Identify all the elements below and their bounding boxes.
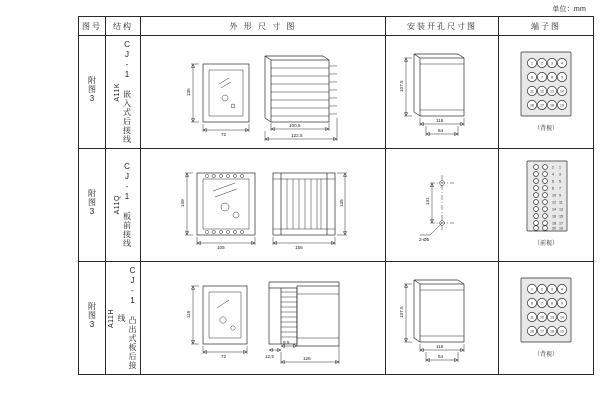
- terminal-number: 17: [540, 329, 544, 334]
- terminal-view-note: （背视）: [533, 126, 559, 132]
- dim-width: 72: [221, 132, 227, 137]
- terminal-number: 1: [531, 287, 533, 292]
- terminal-number: 2: [541, 61, 543, 66]
- terminal-number: 3: [551, 287, 553, 292]
- header-mounting-cutout: 安装开孔尺寸图: [386, 17, 499, 36]
- terminal-number: 6: [552, 179, 554, 184]
- mounting-cutout-drawing: [386, 149, 498, 261]
- terminal-number: 15: [559, 214, 563, 219]
- terminal-number: 19: [559, 226, 563, 231]
- dim-total-depth: 126: [303, 356, 311, 361]
- terminal-number: 2: [541, 287, 543, 292]
- specification-table: [78, 16, 594, 375]
- dim-height: 135: [186, 88, 191, 96]
- cell-drawing-no: [79, 262, 106, 375]
- cell-outline-drawing: [141, 36, 386, 149]
- dim-side-height: 135: [339, 199, 344, 207]
- table-header-row: [79, 17, 594, 36]
- terminal-number: 13: [550, 89, 554, 94]
- terminal-view-note: （背视）: [533, 352, 559, 358]
- dim-cutout-width: 116: [436, 344, 444, 349]
- terminal-number: 7: [541, 301, 543, 306]
- terminal-number: 4: [552, 172, 554, 177]
- dim-cutout-inner: 64: [438, 128, 444, 133]
- outline-drawing-rear-flush: [141, 36, 385, 148]
- terminal-number: 7: [559, 186, 561, 191]
- drawing-no-label: 附图3: [87, 301, 97, 330]
- cell-terminal-diagram: [499, 149, 594, 262]
- unit-note: 单位：mm: [552, 6, 586, 13]
- terminal-number: 4: [561, 287, 563, 292]
- dim-fin: 9.5: [283, 340, 290, 345]
- terminal-number: 18: [552, 221, 556, 226]
- dim-flange: 12.5: [265, 354, 274, 359]
- terminal-number: 4: [561, 61, 563, 66]
- structure-name-label: CJ-1 板前接线: [122, 162, 132, 248]
- cell-terminal-diagram: [499, 36, 594, 149]
- terminal-number: 5: [559, 179, 561, 184]
- terminal-number: 19: [560, 329, 564, 334]
- terminal-number: 11: [559, 200, 563, 205]
- terminal-number: 17: [540, 103, 544, 108]
- structure-name-label: CJ-1 嵌入式后接线: [122, 40, 132, 144]
- mounting-cutout-drawing: [386, 262, 498, 374]
- terminal-number: 16: [530, 329, 534, 334]
- terminal-number: 12: [540, 89, 544, 94]
- terminal-number: 20: [552, 226, 556, 231]
- mounting-cutout-drawing: [386, 36, 498, 148]
- terminal-number: 8: [552, 186, 554, 191]
- terminal-number: 9: [559, 193, 561, 198]
- terminal-number: 13: [550, 315, 554, 320]
- terminal-number: 2: [552, 165, 554, 170]
- terminal-number: 8: [551, 75, 553, 80]
- terminal-diagram-rear: [499, 36, 593, 148]
- terminal-number: 14: [552, 207, 556, 212]
- terminal-view-note: （前视）: [533, 241, 559, 247]
- dim-cutout-inner: 64: [438, 354, 444, 359]
- dim-depth: 156: [295, 245, 303, 250]
- dim-cutout-width: 116: [436, 118, 444, 123]
- structure-code-label: A11Q: [113, 195, 121, 215]
- cell-mounting-cutout: [386, 36, 499, 149]
- cell-drawing-no: [79, 149, 106, 262]
- cell-outline-drawing: [141, 149, 386, 262]
- terminal-number: 10: [552, 193, 556, 198]
- cell-structure: [106, 262, 141, 375]
- terminal-number: 8: [551, 301, 553, 306]
- terminal-number: 1: [559, 165, 561, 170]
- cell-drawing-no: [79, 36, 106, 149]
- terminal-number: 13: [559, 207, 563, 212]
- terminal-number: 9: [561, 301, 563, 306]
- dim-width: 105: [217, 245, 225, 250]
- terminal-diagram-rear: [499, 262, 593, 374]
- terminal-number: 9: [561, 75, 563, 80]
- drawing-no-label: 附图3: [87, 75, 97, 104]
- terminal-diagram-front: [499, 149, 593, 261]
- dim-cutout-height: 107.5: [399, 306, 404, 318]
- terminal-number: 6: [531, 75, 533, 80]
- header-outline-drawing: 外 形 尺 寸 图: [141, 17, 386, 36]
- terminal-number: 18: [550, 103, 554, 108]
- terminal-number: 12: [540, 315, 544, 320]
- table-row: [79, 149, 594, 262]
- cell-structure: [106, 36, 141, 149]
- dim-hole-spec: 2-Ø5: [419, 237, 430, 242]
- terminal-number: 19: [560, 103, 564, 108]
- dim-total-depth: 122.5: [291, 133, 303, 138]
- terminal-number: 12: [552, 200, 556, 205]
- drawing-no-label: 附图3: [87, 188, 97, 217]
- terminal-number: 18: [550, 329, 554, 334]
- terminal-number: 7: [541, 75, 543, 80]
- terminal-number: 16: [552, 214, 556, 219]
- terminal-number: 14: [560, 315, 564, 320]
- terminal-number: 3: [551, 61, 553, 66]
- terminal-number: 11: [530, 315, 534, 320]
- outline-drawing-projecting-rear: [141, 262, 385, 374]
- cell-mounting-cutout: [386, 262, 499, 375]
- structure-code-label: A11H: [108, 308, 115, 328]
- terminal-number: 17: [559, 221, 563, 226]
- dim-hole-spacing: 131: [425, 197, 430, 205]
- dim-width: 72: [221, 354, 227, 359]
- header-drawing-no: 图号: [79, 17, 106, 36]
- terminal-number: 16: [530, 103, 534, 108]
- table-row: [79, 36, 594, 149]
- terminal-number: 14: [560, 89, 564, 94]
- table-row: [79, 262, 594, 375]
- cell-mounting-cutout: [386, 149, 499, 262]
- dim-cutout-height: 107.5: [399, 80, 404, 92]
- dim-height: 149: [180, 199, 185, 207]
- dim-depth: 100.5: [289, 123, 301, 128]
- terminal-number: 6: [531, 301, 533, 306]
- structure-name-label: CJ-1 凸出式板后接线: [117, 266, 137, 370]
- cell-terminal-diagram: [499, 262, 594, 375]
- dim-height: 115: [186, 310, 191, 318]
- terminal-number: 11: [530, 89, 534, 94]
- terminal-number: 1: [531, 61, 533, 66]
- terminal-number: 3: [559, 172, 561, 177]
- cell-structure: [106, 149, 141, 262]
- cell-outline-drawing: [141, 262, 386, 375]
- structure-code-label: A11K: [113, 82, 121, 102]
- header-structure: 结构: [106, 17, 141, 36]
- outline-drawing-front-connection: [141, 149, 385, 261]
- header-terminal-diagram: 端子图: [499, 17, 594, 36]
